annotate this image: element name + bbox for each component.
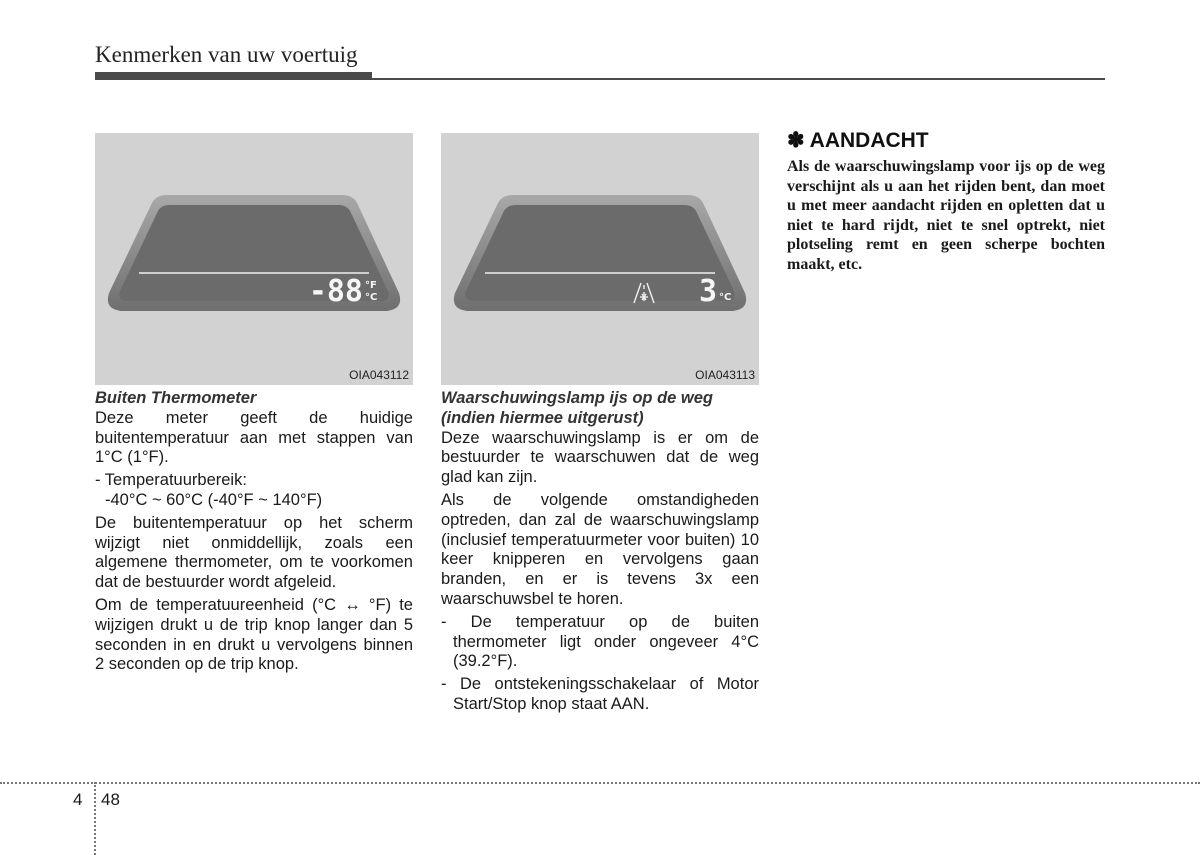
display-unit-celsius: °C: [365, 292, 378, 303]
range-value: -40°C ~ 60°C (-40°F ~ 140°F): [105, 490, 323, 509]
thermometer-display-illustration: [95, 133, 413, 385]
list-item: - De ontstekeningsschakelaar of Motor Start/Stop knop staat AAN.: [441, 675, 759, 713]
display-unit-celsius: °C: [719, 292, 732, 303]
ice-warning-display-illustration: [441, 133, 759, 385]
page-number: 48: [101, 790, 120, 809]
paragraph: Deze meter geeft de huidige buitentemperatuur aan met stappen van 1°C (1°F).: [95, 408, 413, 467]
display-screen: [465, 205, 734, 301]
display-unit-fahrenheit: °F: [365, 280, 377, 291]
figure-code: OIA043112: [349, 368, 409, 382]
notice-body: Als de waarschuwingslamp voor ijs op de weg verschijnt als u aan het rijden bent, dan moet u met meer aandacht rijden en opletten dat u niet te hard rijdt, niet te snel optrekt, niet plotseling remt en geen scherpe bochten maakt, etc.: [787, 158, 1105, 273]
figure-ice-warning: [441, 133, 759, 385]
notice-title: ✽ AANDACHT: [787, 129, 929, 152]
figure-code: OIA043113: [695, 368, 755, 382]
paragraph: Om de temperatuureenheid (°C ↔ °F) te wijzigen drukt u de trip knop langer dan 5 seconden in en drukt u vervolgens binnen 2 seconden op de trip knop.: [95, 595, 413, 674]
chapter-number: 4: [73, 790, 83, 809]
page-header-title: Kenmerken van uw voertuig: [95, 42, 358, 67]
figure-outside-thermometer: [95, 133, 413, 385]
header-rule-thick: [95, 72, 372, 80]
paragraph: De buitentemperatuur op het scherm wijzigt niet onmiddellijk, zoals een algemene thermometer, om te voorkomen dat de bestuurder wordt afgeleid.: [95, 513, 413, 592]
header-rule-thin: [372, 78, 1105, 80]
paragraph: Als de volgende omstandigheden optreden, dan zal de waarschuwingslamp (inclusief temperatuurmeter voor buiten) 10 keer knipperen en vervolgens gaan branden, en er is tevens 3x een waarschuwsbel te horen.: [441, 490, 759, 608]
list-item: - De temperatuur op de buiten thermometer ligt onder ongeveer 4°C (39.2°F).: [441, 612, 759, 671]
footer-vertical-divider: [94, 782, 96, 855]
display-temperature: -88: [308, 274, 363, 309]
paragraph: Deze waarschuwingslamp is er om de bestuurder te waarschuwen dat de weg glad kan zijn.: [441, 428, 759, 487]
section-heading: Waarschuwingslamp ijs op de weg (indien hiermee uitgerust): [441, 389, 714, 427]
footer-divider: [0, 782, 1200, 784]
column-left: [95, 389, 413, 675]
range-label: - Temperatuurbereik:: [95, 471, 247, 490]
display-temperature: 3: [698, 274, 717, 309]
column-middle: [441, 389, 759, 715]
section-heading: Buiten Thermometer: [95, 389, 257, 407]
